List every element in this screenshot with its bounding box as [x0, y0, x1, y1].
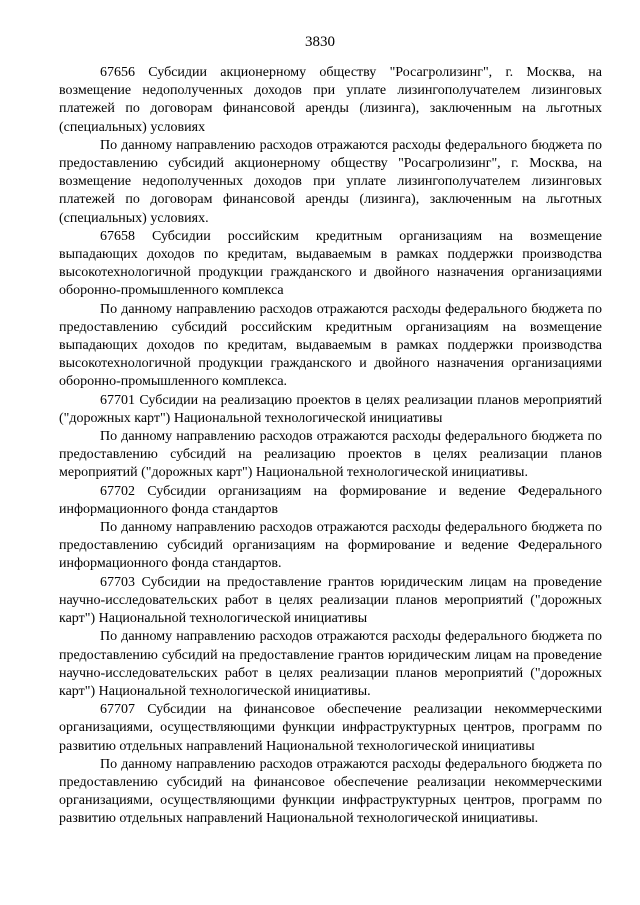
page-number: 3830	[305, 34, 335, 50]
section-body-67707: По данному направлению расходов отражаются расходы федерального бюджета по предоставлению субсидий на финансовое обеспечение реализации некоммерческими организациями, осуществляющими функции инфраструктурных центров, программ по развитию отдельных направлений Национальной технологической инициативы.	[59, 756, 602, 827]
section-heading-67701: 67701 Субсидии на реализацию проектов в целях реализации планов мероприятий ("дорожных карт") Национальной технологической инициативы	[59, 392, 602, 426]
section-body-67701: По данному направлению расходов отражаются расходы федерального бюджета по предоставлению субсидий на реализацию проектов в целях реализации планов мероприятий ("дорожных карт") Национальной технологической инициативы.	[59, 429, 602, 481]
section-body-67702: По данному направлению расходов отражаются расходы федерального бюджета по предоставлению субсидий организациям на формирование и ведение Федерального информационного фонда стандартов.	[59, 520, 602, 572]
document-body	[59, 64, 602, 829]
section-body-67656: По данному направлению расходов отражаются расходы федерального бюджета по предоставлению субсидий акционерному обществу "Росагролизинг", г. Москва, на возмещение недополученных доходов при уплате лизингополучателем лизинговых платежей по договорам финансовой аренды (лизинга), заключенным на льготных (специальных) условиях.	[59, 137, 602, 226]
section-heading-67707: 67707 Субсидии на финансовое обеспечение реализации некоммерческими организациями, осуществляющими функции инфраструктурных центров, программ по развитию отдельных направлений Национальной технологической инициативы	[59, 702, 602, 754]
section-body-67703: По данному направлению расходов отражаются расходы федерального бюджета по предоставлению субсидий на предоставление грантов юридическим лицам на проведение научно-исследовательских работ в целях реализации планов мероприятий ("дорожных карт") Национальной технологической инициативы.	[59, 629, 602, 699]
section-heading-67703: 67703 Субсидии на предоставление грантов юридическим лицам на проведение научно-исследовательских работ в целях реализации планов мероприятий ("дорожных карт") Национальной технологической инициативы	[59, 574, 602, 627]
section-heading-67656: 67656 Субсидии акционерному обществу "Росагролизинг", г. Москва, на возмещение недополученных доходов при уплате лизингополучателем лизинговых платежей по договорам финансовой аренды (лизинга), заключенным на льготных (специальных) условиях	[59, 65, 602, 135]
section-heading-67702: 67702 Субсидии организациям на формирование и ведение Федерального информационного фонда стандартов	[59, 483, 602, 517]
section-body-67658: По данному направлению расходов отражаются расходы федерального бюджета по предоставлению субсидий российским кредитным организациям на возмещение выпадающих доходов по кредитам, выдаваемым в рамках поддержки производства высокотехнологичной продукции гражданского и двойного назначения организациями оборонно-промышленного комплекса.	[59, 301, 602, 390]
section-heading-67658: 67658 Субсидии российским кредитным организациям на возмещение выпадающих доходов по кредитам, выдаваемым в рамках поддержки производства высокотехнологичной продукции гражданского и двойного назначения организациями оборонно-промышленного комплекса	[59, 228, 602, 299]
